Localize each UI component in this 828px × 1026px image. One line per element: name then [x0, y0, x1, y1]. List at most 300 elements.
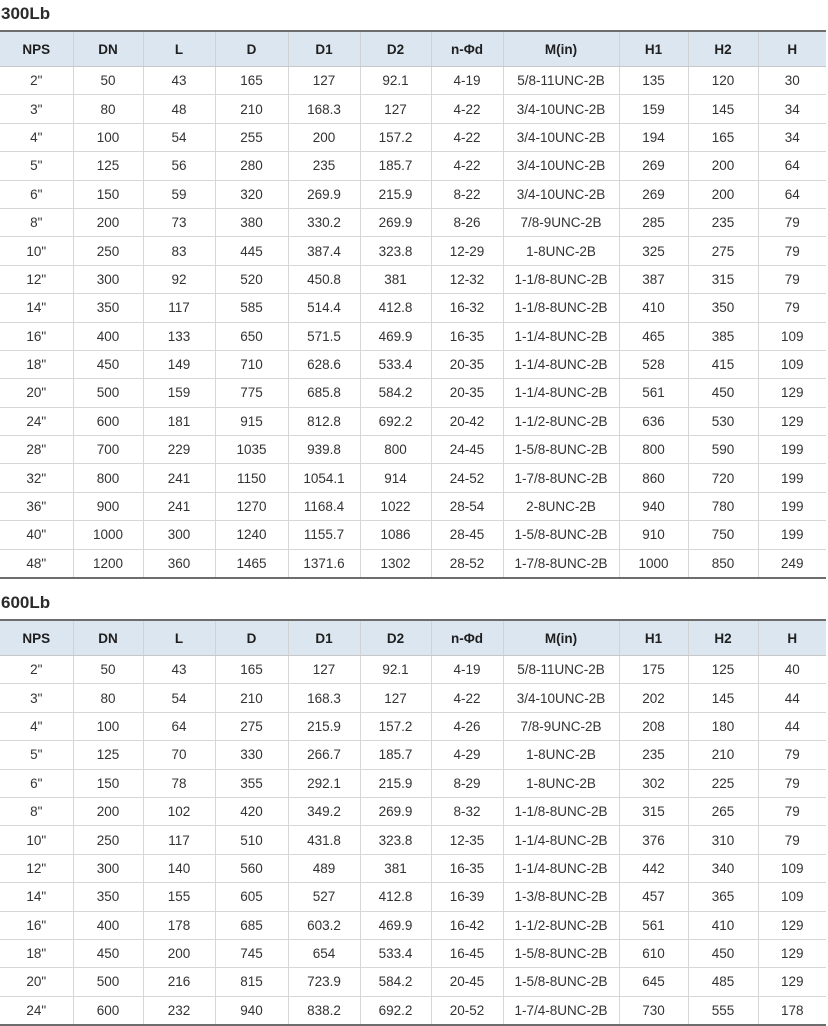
cell-d: 775 — [215, 379, 288, 407]
cell-h: 199 — [758, 436, 826, 464]
cell-h2: 450 — [688, 939, 758, 967]
cell-d2: 157.2 — [360, 712, 431, 740]
cell-h: 109 — [758, 883, 826, 911]
cell-h: 129 — [758, 407, 826, 435]
column-header-h1: H1 — [619, 620, 688, 656]
cell-thread: 3/4-10UNC-2B — [503, 95, 619, 123]
cell-d1: 489 — [288, 854, 360, 882]
cell-h2: 365 — [688, 883, 758, 911]
spec-table-300lb — [0, 30, 826, 579]
cell-d2: 412.8 — [360, 883, 431, 911]
cell-nps: 24" — [0, 996, 73, 1025]
cell-dn: 200 — [73, 208, 143, 236]
cell-dn: 50 — [73, 67, 143, 95]
cell-h2: 415 — [688, 350, 758, 378]
cell-d2: 692.2 — [360, 407, 431, 435]
cell-dn: 100 — [73, 712, 143, 740]
cell-h: 30 — [758, 67, 826, 95]
cell-d2: 127 — [360, 684, 431, 712]
cell-nps: 28" — [0, 436, 73, 464]
cell-bolt-holes: 4-22 — [431, 95, 503, 123]
cell-d2: 584.2 — [360, 379, 431, 407]
cell-l: 181 — [143, 407, 215, 435]
table-row — [0, 996, 826, 1025]
cell-bolt-holes: 4-26 — [431, 712, 503, 740]
cell-h2: 145 — [688, 95, 758, 123]
cell-h2: 235 — [688, 208, 758, 236]
cell-h2: 410 — [688, 911, 758, 939]
cell-l: 241 — [143, 492, 215, 520]
cell-h: 199 — [758, 521, 826, 549]
cell-thread: 1-1/4-8UNC-2B — [503, 854, 619, 882]
cell-h: 109 — [758, 854, 826, 882]
cell-d2: 269.9 — [360, 208, 431, 236]
cell-h1: 528 — [619, 350, 688, 378]
column-header-h: H — [758, 31, 826, 67]
table-row — [0, 656, 826, 684]
cell-d1: 200 — [288, 123, 360, 151]
cell-d1: 1054.1 — [288, 464, 360, 492]
cell-h2: 315 — [688, 265, 758, 293]
cell-d: 585 — [215, 294, 288, 322]
cell-h1: 208 — [619, 712, 688, 740]
cell-h1: 610 — [619, 939, 688, 967]
cell-d2: 1302 — [360, 549, 431, 578]
cell-nps: 40" — [0, 521, 73, 549]
cell-dn: 700 — [73, 436, 143, 464]
cell-d2: 185.7 — [360, 152, 431, 180]
cell-d: 1270 — [215, 492, 288, 520]
cell-bolt-holes: 4-19 — [431, 656, 503, 684]
column-header-d: D — [215, 31, 288, 67]
cell-bolt-holes: 28-45 — [431, 521, 503, 549]
cell-bolt-holes: 16-39 — [431, 883, 503, 911]
cell-h: 44 — [758, 712, 826, 740]
cell-nps: 5" — [0, 152, 73, 180]
cell-bolt-holes: 8-32 — [431, 797, 503, 825]
column-header-h2: H2 — [688, 620, 758, 656]
cell-nps: 18" — [0, 350, 73, 378]
table-row — [0, 826, 826, 854]
table-row — [0, 521, 826, 549]
cell-l: 149 — [143, 350, 215, 378]
cell-h1: 457 — [619, 883, 688, 911]
cell-thread: 3/4-10UNC-2B — [503, 684, 619, 712]
cell-thread: 1-8UNC-2B — [503, 237, 619, 265]
cell-dn: 50 — [73, 656, 143, 684]
cell-thread: 1-1/8-8UNC-2B — [503, 265, 619, 293]
cell-thread: 1-5/8-8UNC-2B — [503, 939, 619, 967]
cell-dn: 125 — [73, 152, 143, 180]
header-row — [0, 620, 826, 656]
cell-d: 280 — [215, 152, 288, 180]
cell-d1: 235 — [288, 152, 360, 180]
cell-dn: 200 — [73, 797, 143, 825]
table-row — [0, 911, 826, 939]
cell-nps: 8" — [0, 208, 73, 236]
table-row — [0, 492, 826, 520]
cell-d2: 92.1 — [360, 656, 431, 684]
cell-d: 320 — [215, 180, 288, 208]
cell-d2: 533.4 — [360, 939, 431, 967]
cell-l: 43 — [143, 67, 215, 95]
cell-dn: 1000 — [73, 521, 143, 549]
cell-l: 155 — [143, 883, 215, 911]
cell-h: 109 — [758, 322, 826, 350]
cell-nps: 4" — [0, 712, 73, 740]
section-title-300lb: 300Lb — [1, 4, 51, 23]
column-header-d2: D2 — [360, 31, 431, 67]
table-row — [0, 123, 826, 151]
cell-d1: 571.5 — [288, 322, 360, 350]
cell-nps: 24" — [0, 407, 73, 435]
cell-h2: 265 — [688, 797, 758, 825]
cell-d2: 215.9 — [360, 180, 431, 208]
cell-d: 915 — [215, 407, 288, 435]
cell-bolt-holes: 4-22 — [431, 152, 503, 180]
cell-h: 79 — [758, 237, 826, 265]
cell-dn: 80 — [73, 684, 143, 712]
cell-h1: 202 — [619, 684, 688, 712]
column-header-h: H — [758, 620, 826, 656]
cell-d1: 527 — [288, 883, 360, 911]
cell-nps: 6" — [0, 769, 73, 797]
cell-h1: 636 — [619, 407, 688, 435]
cell-d2: 914 — [360, 464, 431, 492]
cell-h2: 530 — [688, 407, 758, 435]
cell-d: 940 — [215, 996, 288, 1025]
cell-d: 1035 — [215, 436, 288, 464]
section-600lb — [0, 589, 828, 1026]
cell-dn: 400 — [73, 322, 143, 350]
cell-h1: 561 — [619, 911, 688, 939]
table-row — [0, 712, 826, 740]
cell-dn: 400 — [73, 911, 143, 939]
cell-nps: 8" — [0, 797, 73, 825]
cell-h2: 120 — [688, 67, 758, 95]
cell-h1: 561 — [619, 379, 688, 407]
table-row — [0, 854, 826, 882]
cell-d: 165 — [215, 67, 288, 95]
cell-bolt-holes: 4-19 — [431, 67, 503, 95]
cell-h1: 175 — [619, 656, 688, 684]
cell-d1: 215.9 — [288, 712, 360, 740]
cell-nps: 10" — [0, 826, 73, 854]
cell-h: 249 — [758, 549, 826, 578]
cell-thread: 1-1/2-8UNC-2B — [503, 911, 619, 939]
cell-dn: 450 — [73, 350, 143, 378]
cell-d1: 514.4 — [288, 294, 360, 322]
cell-nps: 48" — [0, 549, 73, 578]
column-header-bolt-holes: n-Φd — [431, 31, 503, 67]
cell-d1: 838.2 — [288, 996, 360, 1025]
cell-d2: 1086 — [360, 521, 431, 549]
cell-h1: 910 — [619, 521, 688, 549]
cell-thread: 3/4-10UNC-2B — [503, 180, 619, 208]
cell-d: 650 — [215, 322, 288, 350]
cell-h2: 225 — [688, 769, 758, 797]
table-row — [0, 741, 826, 769]
cell-l: 64 — [143, 712, 215, 740]
cell-l: 102 — [143, 797, 215, 825]
cell-h: 40 — [758, 656, 826, 684]
cell-d: 510 — [215, 826, 288, 854]
cell-nps: 16" — [0, 322, 73, 350]
cell-h1: 387 — [619, 265, 688, 293]
cell-bolt-holes: 28-54 — [431, 492, 503, 520]
cell-d: 1150 — [215, 464, 288, 492]
cell-nps: 14" — [0, 883, 73, 911]
cell-d: 745 — [215, 939, 288, 967]
cell-dn: 150 — [73, 769, 143, 797]
column-header-d: D — [215, 620, 288, 656]
cell-d1: 168.3 — [288, 95, 360, 123]
cell-dn: 500 — [73, 968, 143, 996]
cell-l: 133 — [143, 322, 215, 350]
cell-nps: 20" — [0, 968, 73, 996]
table-row — [0, 265, 826, 293]
cell-h: 129 — [758, 968, 826, 996]
cell-h: 79 — [758, 741, 826, 769]
cell-thread: 1-1/4-8UNC-2B — [503, 379, 619, 407]
cell-bolt-holes: 8-26 — [431, 208, 503, 236]
cell-l: 360 — [143, 549, 215, 578]
cell-h1: 285 — [619, 208, 688, 236]
table-row — [0, 379, 826, 407]
cell-d2: 584.2 — [360, 968, 431, 996]
cell-d2: 157.2 — [360, 123, 431, 151]
table-header — [0, 31, 826, 67]
cell-d: 605 — [215, 883, 288, 911]
cell-d1: 127 — [288, 656, 360, 684]
cell-dn: 80 — [73, 95, 143, 123]
cell-nps: 12" — [0, 265, 73, 293]
cell-d2: 269.9 — [360, 797, 431, 825]
cell-bolt-holes: 16-35 — [431, 322, 503, 350]
table-row — [0, 968, 826, 996]
cell-h: 79 — [758, 208, 826, 236]
cell-h2: 385 — [688, 322, 758, 350]
cell-d2: 800 — [360, 436, 431, 464]
cell-l: 73 — [143, 208, 215, 236]
cell-nps: 14" — [0, 294, 73, 322]
cell-h1: 376 — [619, 826, 688, 854]
cell-d2: 127 — [360, 95, 431, 123]
cell-dn: 1200 — [73, 549, 143, 578]
cell-d: 420 — [215, 797, 288, 825]
cell-h1: 135 — [619, 67, 688, 95]
cell-d1: 168.3 — [288, 684, 360, 712]
cell-nps: 3" — [0, 95, 73, 123]
cell-dn: 500 — [73, 379, 143, 407]
cell-bolt-holes: 4-29 — [431, 741, 503, 769]
cell-h2: 275 — [688, 237, 758, 265]
table-row — [0, 208, 826, 236]
cell-l: 59 — [143, 180, 215, 208]
cell-d: 560 — [215, 854, 288, 882]
cell-d: 165 — [215, 656, 288, 684]
cell-h1: 1000 — [619, 549, 688, 578]
cell-dn: 125 — [73, 741, 143, 769]
column-header-l: L — [143, 31, 215, 67]
cell-h2: 350 — [688, 294, 758, 322]
table-row — [0, 95, 826, 123]
cell-l: 117 — [143, 294, 215, 322]
table-row — [0, 769, 826, 797]
cell-d2: 1022 — [360, 492, 431, 520]
table-row — [0, 939, 826, 967]
cell-thread: 1-1/2-8UNC-2B — [503, 407, 619, 435]
cell-l: 178 — [143, 911, 215, 939]
cell-nps: 10" — [0, 237, 73, 265]
cell-d1: 939.8 — [288, 436, 360, 464]
cell-nps: 20" — [0, 379, 73, 407]
cell-d2: 381 — [360, 265, 431, 293]
column-header-dn: DN — [73, 620, 143, 656]
cell-thread: 1-3/8-8UNC-2B — [503, 883, 619, 911]
cell-d2: 469.9 — [360, 911, 431, 939]
cell-nps: 6" — [0, 180, 73, 208]
column-header-d1: D1 — [288, 620, 360, 656]
cell-thread: 1-1/4-8UNC-2B — [503, 350, 619, 378]
table-row — [0, 152, 826, 180]
table-body — [0, 67, 826, 579]
cell-bolt-holes: 20-35 — [431, 379, 503, 407]
cell-h1: 730 — [619, 996, 688, 1025]
cell-dn: 350 — [73, 883, 143, 911]
cell-bolt-holes: 8-29 — [431, 769, 503, 797]
cell-d: 815 — [215, 968, 288, 996]
cell-h2: 165 — [688, 123, 758, 151]
cell-thread: 1-1/8-8UNC-2B — [503, 294, 619, 322]
cell-l: 117 — [143, 826, 215, 854]
column-header-dn: DN — [73, 31, 143, 67]
cell-h: 129 — [758, 911, 826, 939]
cell-d1: 266.7 — [288, 741, 360, 769]
table-row — [0, 436, 826, 464]
cell-thread: 1-5/8-8UNC-2B — [503, 968, 619, 996]
cell-d: 520 — [215, 265, 288, 293]
cell-h1: 940 — [619, 492, 688, 520]
cell-h1: 465 — [619, 322, 688, 350]
table-row — [0, 180, 826, 208]
cell-l: 216 — [143, 968, 215, 996]
cell-dn: 900 — [73, 492, 143, 520]
cell-nps: 18" — [0, 939, 73, 967]
cell-thread: 3/4-10UNC-2B — [503, 152, 619, 180]
cell-h1: 860 — [619, 464, 688, 492]
cell-d: 685 — [215, 911, 288, 939]
cell-h2: 145 — [688, 684, 758, 712]
cell-bolt-holes: 16-35 — [431, 854, 503, 882]
cell-thread: 1-8UNC-2B — [503, 741, 619, 769]
cell-h1: 194 — [619, 123, 688, 151]
cell-h2: 450 — [688, 379, 758, 407]
cell-l: 70 — [143, 741, 215, 769]
cell-h2: 850 — [688, 549, 758, 578]
cell-thread: 1-1/4-8UNC-2B — [503, 826, 619, 854]
column-header-d2: D2 — [360, 620, 431, 656]
cell-l: 56 — [143, 152, 215, 180]
cell-d2: 412.8 — [360, 294, 431, 322]
cell-bolt-holes: 12-35 — [431, 826, 503, 854]
cell-bolt-holes: 24-52 — [431, 464, 503, 492]
cell-bolt-holes: 8-22 — [431, 180, 503, 208]
cell-h: 34 — [758, 95, 826, 123]
cell-d2: 323.8 — [360, 826, 431, 854]
cell-thread: 2-8UNC-2B — [503, 492, 619, 520]
cell-nps: 3" — [0, 684, 73, 712]
cell-d: 355 — [215, 769, 288, 797]
table-row — [0, 322, 826, 350]
cell-d: 1240 — [215, 521, 288, 549]
table-row — [0, 350, 826, 378]
cell-dn: 450 — [73, 939, 143, 967]
cell-h1: 442 — [619, 854, 688, 882]
cell-d: 275 — [215, 712, 288, 740]
column-header-nps: NPS — [0, 620, 73, 656]
table-header — [0, 620, 826, 656]
column-header-thread: M(in) — [503, 31, 619, 67]
section-title-600lb: 600Lb — [1, 593, 51, 612]
cell-thread: 1-7/4-8UNC-2B — [503, 996, 619, 1025]
cell-thread: 1-5/8-8UNC-2B — [503, 436, 619, 464]
cell-h: 129 — [758, 939, 826, 967]
cell-h: 64 — [758, 180, 826, 208]
cell-l: 54 — [143, 123, 215, 151]
cell-d: 1465 — [215, 549, 288, 578]
cell-d1: 685.8 — [288, 379, 360, 407]
table-body — [0, 656, 826, 1026]
cell-d1: 1168.4 — [288, 492, 360, 520]
cell-nps: 32" — [0, 464, 73, 492]
cell-d1: 330.2 — [288, 208, 360, 236]
cell-l: 200 — [143, 939, 215, 967]
cell-d1: 1371.6 — [288, 549, 360, 578]
cell-thread: 7/8-9UNC-2B — [503, 208, 619, 236]
cell-h2: 210 — [688, 741, 758, 769]
column-header-bolt-holes: n-Φd — [431, 620, 503, 656]
cell-h2: 125 — [688, 656, 758, 684]
cell-dn: 300 — [73, 854, 143, 882]
cell-d2: 533.4 — [360, 350, 431, 378]
cell-l: 54 — [143, 684, 215, 712]
cell-dn: 100 — [73, 123, 143, 151]
cell-bolt-holes: 20-35 — [431, 350, 503, 378]
cell-h2: 750 — [688, 521, 758, 549]
cell-h: 178 — [758, 996, 826, 1025]
cell-l: 78 — [143, 769, 215, 797]
cell-dn: 250 — [73, 826, 143, 854]
cell-thread: 1-5/8-8UNC-2B — [503, 521, 619, 549]
cell-d: 445 — [215, 237, 288, 265]
cell-d2: 215.9 — [360, 769, 431, 797]
cell-d1: 654 — [288, 939, 360, 967]
cell-dn: 150 — [73, 180, 143, 208]
table-row — [0, 294, 826, 322]
table-row — [0, 684, 826, 712]
cell-bolt-holes: 16-32 — [431, 294, 503, 322]
cell-thread: 1-7/8-8UNC-2B — [503, 464, 619, 492]
cell-h2: 180 — [688, 712, 758, 740]
cell-d1: 1155.7 — [288, 521, 360, 549]
cell-nps: 4" — [0, 123, 73, 151]
cell-nps: 5" — [0, 741, 73, 769]
cell-h1: 302 — [619, 769, 688, 797]
cell-bolt-holes: 16-45 — [431, 939, 503, 967]
cell-bolt-holes: 24-45 — [431, 436, 503, 464]
table-row — [0, 407, 826, 435]
